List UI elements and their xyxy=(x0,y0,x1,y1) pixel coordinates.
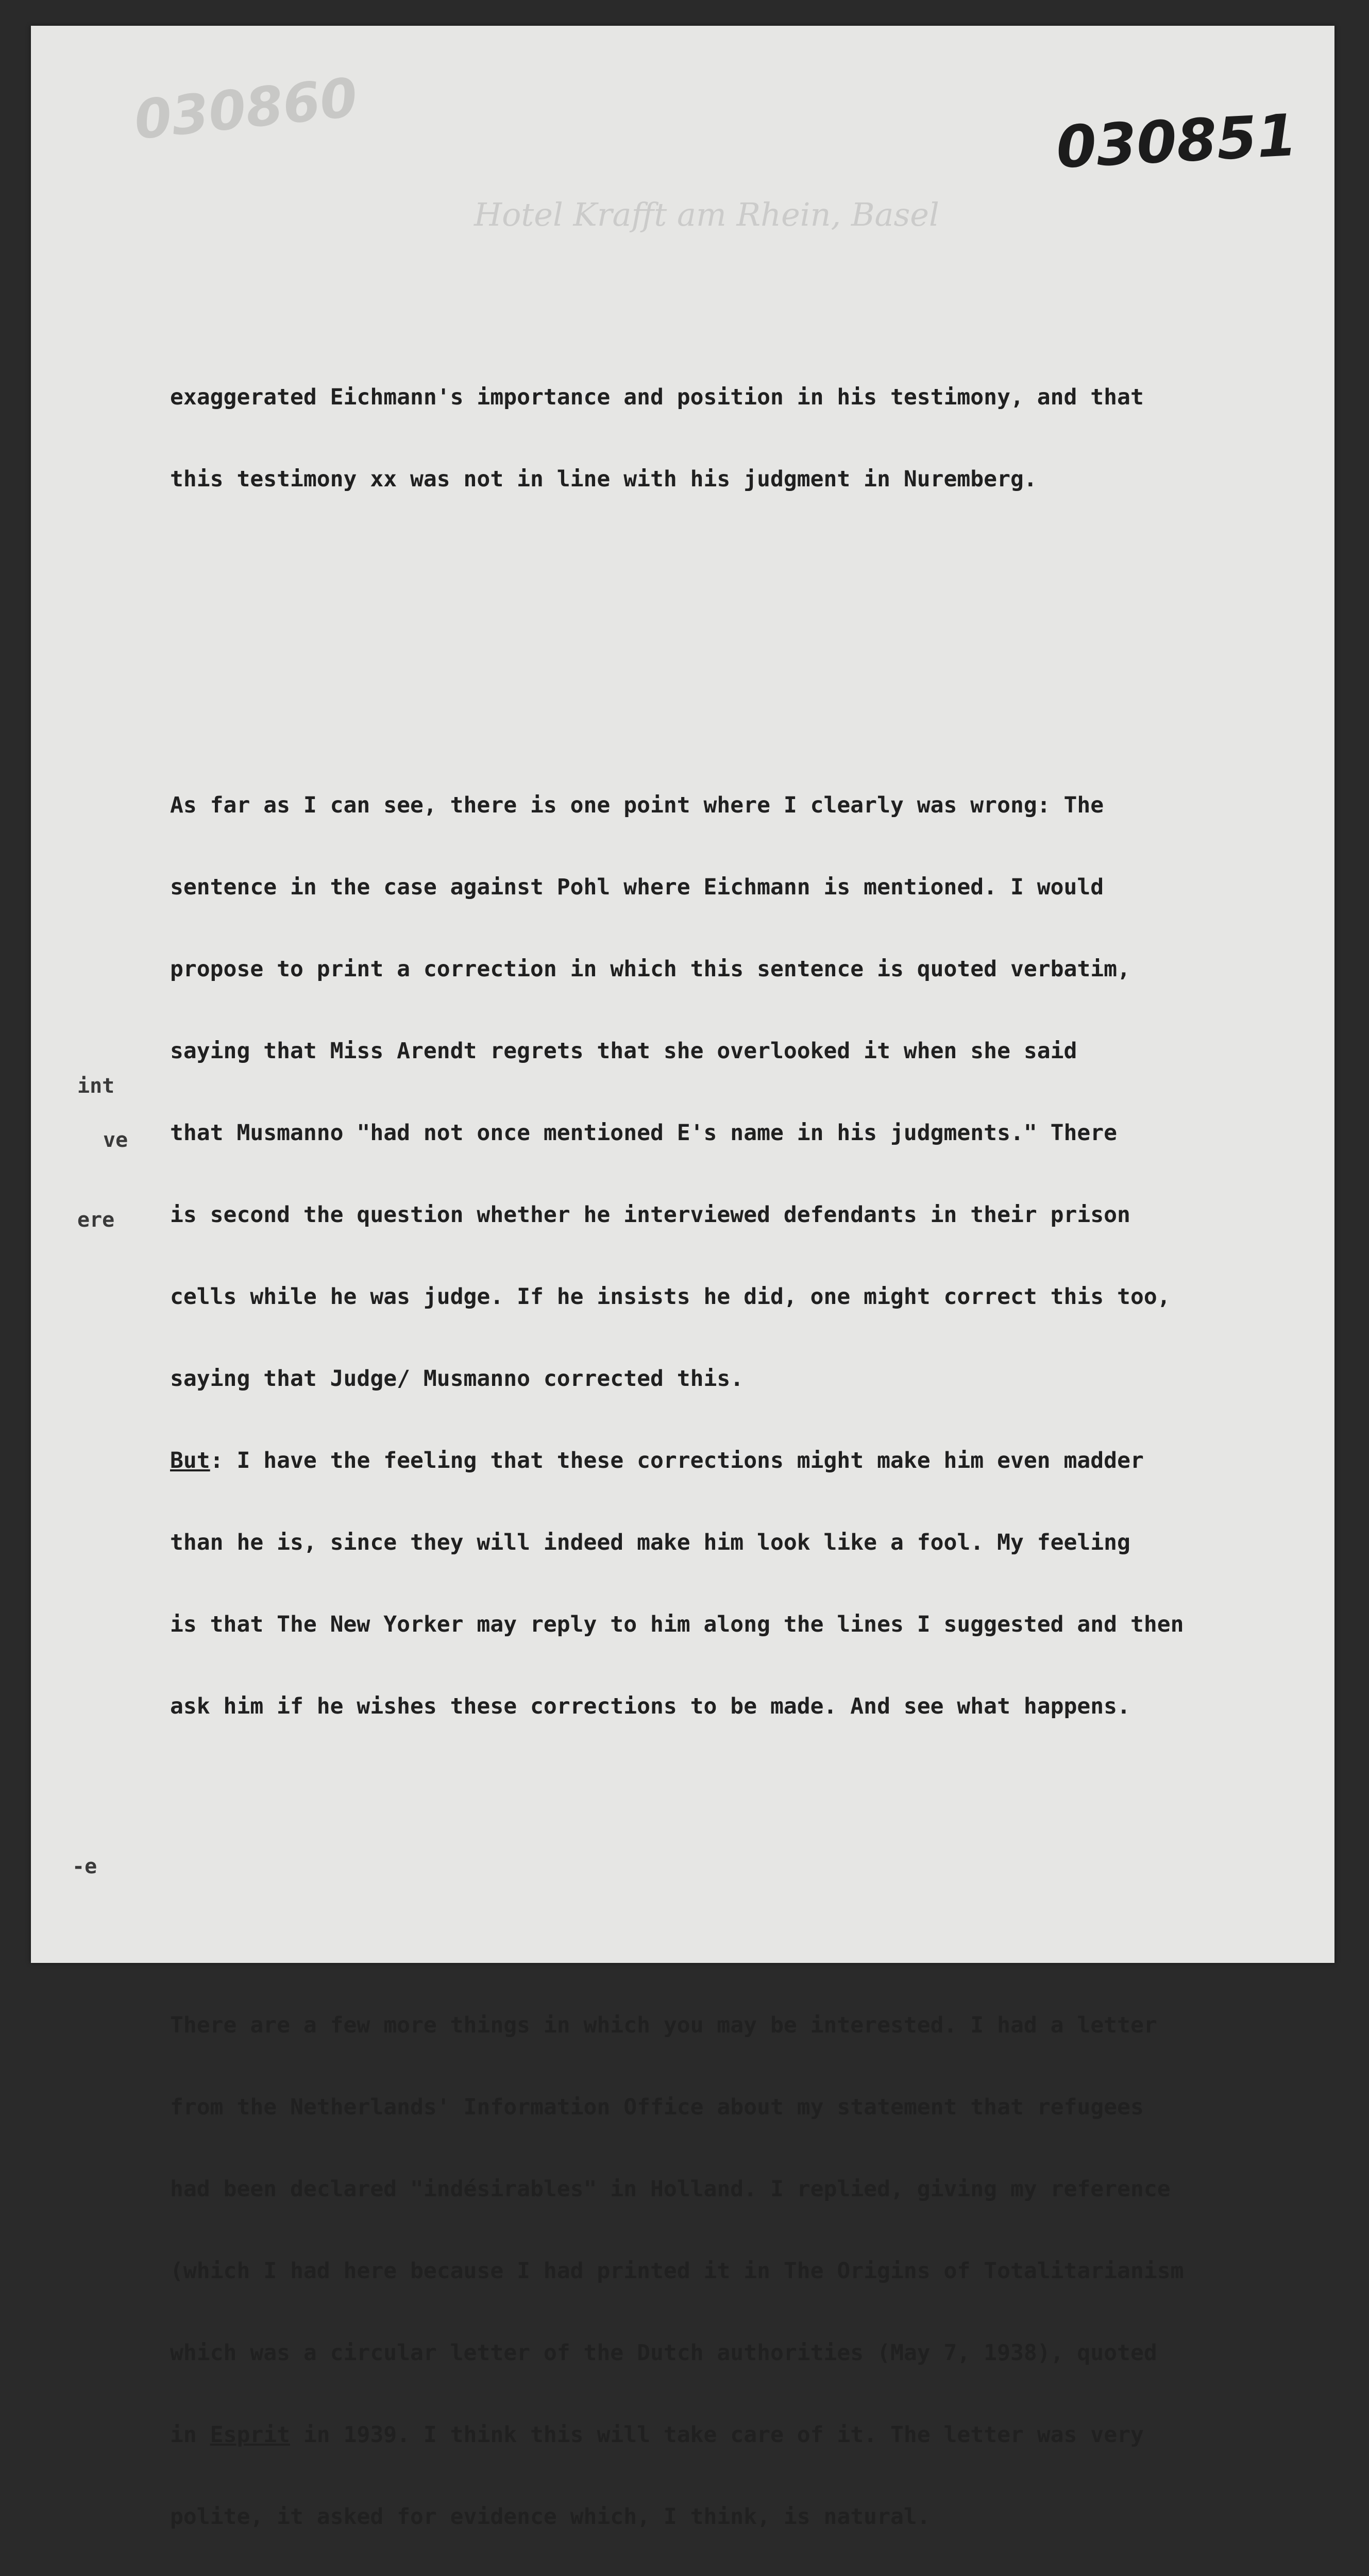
underlined-title-esprit: Esprit xyxy=(210,2422,291,2448)
archive-number-ghost: 030860 xyxy=(131,65,361,152)
text-line: that Musmanno "had not once mentioned E's name in his judgments." There xyxy=(170,1120,1118,1146)
margin-mark: ere xyxy=(77,1208,115,1232)
underlined-word: But xyxy=(170,1448,210,1473)
document-page xyxy=(31,26,1334,2530)
text-line: saying that Judge/ Musmanno corrected this. xyxy=(170,1366,744,1392)
text-line: propose to print a correction in which this sentence is quoted verbatim, xyxy=(170,956,1130,982)
paragraph-eichmann-testimony xyxy=(170,329,1369,548)
text-line: There are a few more things in which you may be interested. I had a letter xyxy=(170,2012,1157,2038)
text-line: exaggerated Eichmann's importance and position in his testimony, and that xyxy=(170,384,1144,410)
letter-body xyxy=(170,247,1369,2576)
text-line: is second the question whether he interviewed defendants in their prison xyxy=(170,1202,1130,1228)
text-line: had been declared "indésirables" in Holland. I replied, giving my reference xyxy=(170,2176,1171,2202)
text-line: saying that Miss Arendt regrets that she overlooked it when she said xyxy=(170,1038,1077,1064)
text-line: this testimony xx was not in line with his judgment in Nuremberg. xyxy=(170,466,1037,492)
paragraph-netherlands xyxy=(170,1957,1369,2576)
archive-number-stamp: 030851 xyxy=(1054,101,1299,182)
margin-mark: ve xyxy=(103,1128,128,1152)
text-line: from the Netherlands' Information Office about my statement that refugees xyxy=(170,2094,1144,2120)
paragraph-correction xyxy=(170,737,1369,1775)
text-line: cells while he was judge. If he insists he did, one might correct this too, xyxy=(170,1284,1171,1310)
margin-mark: -e xyxy=(72,1855,97,1878)
text-line: ask him if he wishes these corrections to be made. And see what happens. xyxy=(170,1693,1130,1719)
text-line: sentence in the case against Pohl where Eichmann is mentioned. I would xyxy=(170,874,1104,900)
text-line: polite, it asked for evidence which, I think, is natural. xyxy=(170,2504,931,2530)
text-line: than he is, since they will indeed make him look like a fool. My feeling xyxy=(170,1530,1130,1555)
text-line: As far as I can see, there is one point where I clearly was wrong: The xyxy=(170,792,1104,818)
text-line: is that The New Yorker may reply to him along the lines I suggested and then xyxy=(170,1612,1184,1637)
text-line: which was a circular letter of the Dutch authorities (May 7, 1938), quoted xyxy=(170,2340,1157,2366)
letterhead-faint: Hotel Krafft am Rhein, Basel xyxy=(474,196,939,233)
text-line: in Esprit in 1939. I think this will take care of it. The letter was very xyxy=(170,2422,1144,2448)
text-line: But: I have the feeling that these corrections might make him even madder xyxy=(170,1448,1144,1473)
text-line: (which I had here because I had printed it in The Origins of Totalitarianism xyxy=(170,2258,1184,2284)
margin-mark: int xyxy=(77,1074,115,1098)
